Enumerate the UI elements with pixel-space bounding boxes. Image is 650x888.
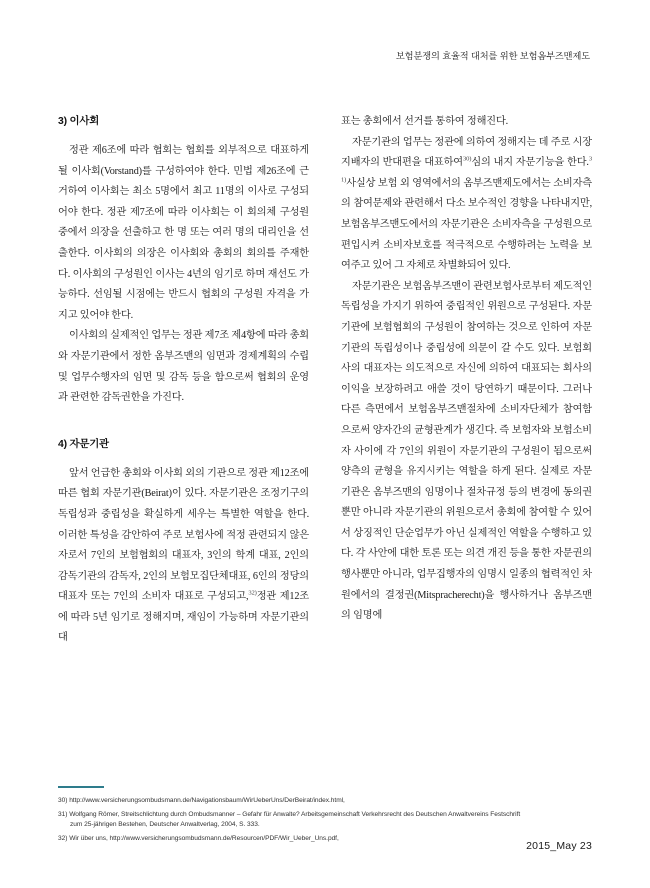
footnote-marker: 31)	[58, 810, 68, 818]
footnote-ref-30: 30)	[462, 155, 472, 163]
footnote-text-continuation: zum 25-jährigen Bestehen, Deutscher Anwaltverlag, 2004, S. 333.	[70, 821, 260, 829]
footnote-marker: 30)	[58, 797, 68, 804]
paragraph	[341, 133, 592, 277]
paragraph: 자문기관은 보험옴부즈맨이 관련보험사로부터 제도적인 독립성을 가지기 위하여 중립적인 위원으로 구성된다. 자문기관에 보험협회의 구성원이 참여하는 것으로 인하여 자문기관의 독립성이나 중립성에 의문이 갈 수도 있다. 보험회사의 대표자는 의도적으로 자신에 의하여 대표되는 회사의 이익을 보장하려고 애쓸 것이 당연하기 때문이다. 그러나 다른 측면에서 보험옴부즈맨절차에 소비자단체가 참여함으로써 양자간의 균형관계가 생긴다. 즉 보험자와 보험소비자 사이에 각 7인의 위원이 자문기관의 구성원이 됨으로써 양측의 균형을 유지시키는 역할을 하게 된다. 실제로 자문기관은 옴부즈맨의 임명이나 절차규정 등의 변경에 동의권뿐만 아니라 자문기관의 위원으로서 총회에 참여할 수 있어서 상징적인 단순업무가 아닌 실제적인 역할을 수행하고 있다. 각 사안에 대한 토론 또는 의견 개진 등을 통한 자문권의 행사뿐만 아니라, 업무집행자의 임명시 일종의 협력적인 차원에서의 결정권(Mitspracherecht)을 행사하거나 옴부즈맨의 임명에	[341, 280, 592, 622]
paragraph	[58, 464, 309, 649]
footnote-text: http://www.versicherungsombudsmann.de/Navigationsbaum/WirUeberUns/DerBeirat/index.html,	[69, 797, 345, 804]
section-heading-jamun: 4) 자문기관	[58, 438, 109, 450]
footnote-ref-31: 31)	[341, 155, 592, 184]
right-column	[341, 112, 592, 649]
running-head: 보험분쟁의 효율적 대처를 위한 보험옴부즈맨제도	[395, 51, 590, 61]
footnote-marker: 32)	[58, 835, 68, 843]
two-column-body	[58, 112, 592, 649]
footnote-item	[58, 810, 592, 831]
paragraph-text-cont: 심의 내지 자문기능을 한다.	[471, 157, 589, 169]
paragraph: 이사회의 실제적인 업무는 정관 제7조 제4항에 따라 총회와 자문기관에서 정한 옴부즈맨의 임면과 경제계획의 수립 및 업무수행자의 임면 및 감독 등을 함으로써 협회의 운영과 관련한 감독권한을 가진다.	[58, 330, 309, 404]
paragraph-text: 앞서 언급한 총회와 이사회 외의 기관으로 정관 제12조에 따른 협회 자문기관(Beirat)이 있다. 자문기관은 조정기구의 독립성과 중립성을 확실하게 세우는 특별한 역할을 한다. 이러한 특성을 감안하여 주로 보험사에 적정 관련되지 않은 자로서 7인의 보험협회의 대표자, 3인의 학계 대표, 2인의 감독기관의 감독자, 2인의 보험모집단체대표, 6인의 정당의 대표자 또는 7인의 소비자 대표로 구성되고,	[58, 467, 309, 603]
paragraph: 표는 총회에서 선거를 통하여 정해진다.	[341, 116, 509, 127]
section-heading-isahoe: 3) 이사회	[58, 116, 100, 127]
paragraph-text-cont2: 사실상 보험 외 영역에서의 옴부즈맨제도에서는 소비자측의 참여문제와 관련해서 다소 보수적인 경향을 나타내지만, 보험옴부즈맨도에서의 자문기관은 소비자측을 구성원으로 편입시켜 소비자보호를 적극적으로 수행하려는 노력을 보여주고 있어 그 자체로 차별화되어 있다.	[341, 177, 592, 272]
issue-label: 2015_May	[526, 840, 577, 852]
footnote-divider	[58, 786, 104, 788]
footnote-item	[58, 796, 592, 806]
footnote-text: Wolfgang Römer, Streitschlichtung durch Ombudsmanner – Gefahr für Anwalte? Arbeitsgemeinschaft Verkehrsrecht des Deutschen Anwaltvereins Festschrift	[69, 810, 521, 818]
paragraph: 정관 제6조에 따라 협회는 협회를 외부적으로 대표하게 될 이사회(Vorstand)를 구성하여야 한다. 민법 제26조에 근거하여 이사회는 최소 5명에서 최고 11명의 이사로 구성되어야 한다. 정관 제7조에 따라 이사회는 이 회의체 구성원 중에서 의장을 선출하고 한 명 또는 여러 명의 대리인을 선출한다. 이사회의 의장은 이사회와 총회의 회의를 주재한다. 이사회의 구성원인 이사는 4년의 임기로 하며 재선도 가능하다. 선임될 시점에는 반드시 협회의 구성원 자격을 가지고 있어야 한다.	[58, 145, 309, 321]
footnote-ref-32: 32)	[248, 589, 257, 597]
footnotes	[58, 796, 592, 848]
footnote-text: Wir über uns, http://www.versicherungsombudsmann.de/Resourcen/PDF/Wir_Ueber_Uns.pdf,	[69, 835, 339, 843]
page-number: 23	[579, 840, 592, 852]
left-column	[58, 112, 309, 649]
paragraph-text: 자문기관의 업무는 정관에 의하여 정해지는 데 주로 시장지배자의 반대편을 대표하여	[341, 136, 592, 169]
page-footer	[526, 840, 592, 852]
footnote-item	[58, 834, 592, 844]
paragraph-text-cont: 정관 제12조에 따라 5년 임기로 정해지며, 재임이 가능하며 자문기관의 대	[58, 591, 309, 644]
